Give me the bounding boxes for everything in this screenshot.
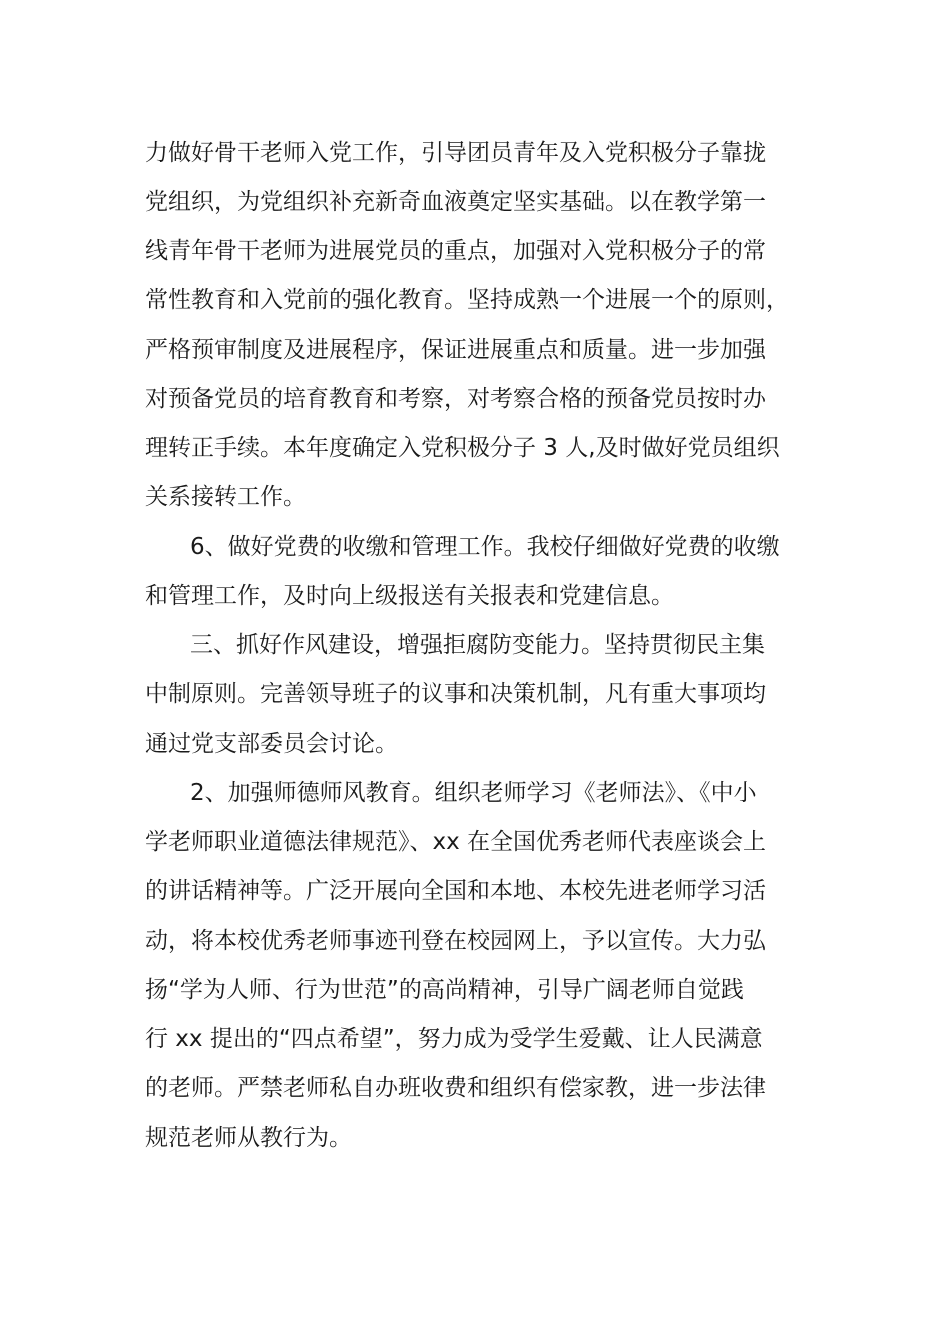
paragraph-line: 理转正手续。本年度确定入党积极分子 3 人,及时做好党员组织 [145, 435, 780, 461]
paragraph-line: 6、做好党费的收缴和管理工作。我校仔细做好党费的收缴 [190, 534, 780, 560]
paragraph-line: 力做好骨干老师入党工作，引导团员青年及入党积极分子靠拢 [145, 140, 766, 166]
paragraph-line: 党组织，为党组织补充新奇血液奠定坚实基础。以在教学第一 [145, 189, 766, 215]
paragraph-line: 动，将本校优秀老师事迹刊登在校园网上，予以宣传。大力弘 [145, 928, 766, 954]
paragraph-line: 线青年骨干老师为进展党员的重点，加强对入党积极分子的常 [145, 238, 766, 264]
paragraph-line: 和管理工作，及时向上级报送有关报表和党建信息。 [145, 583, 674, 609]
paragraph-line: 学老师职业道德法律规范》、xx 在全国优秀老师代表座谈会上 [145, 829, 767, 855]
paragraph-line: 常性教育和入党前的强化教育。坚持成熟一个进展一个的原则， [145, 287, 789, 313]
paragraph-line: 关系接转工作。 [145, 484, 306, 510]
paragraph-line: 三、抓好作风建设，增强拒腐防变能力。坚持贯彻民主集 [190, 632, 765, 658]
paragraph-line: 通过党支部委员会讨论。 [145, 731, 398, 757]
paragraph-line: 的讲话精神等。广泛开展向全国和本地、本校先进老师学习活 [145, 878, 766, 904]
paragraph-line: 扬“学为人师、行为世范”的高尚精神，引导广阔老师自觉践 [145, 977, 744, 1003]
paragraph-line: 严格预审制度及进展程序，保证进展重点和质量。进一步加强 [145, 337, 766, 363]
paragraph-line: 规范老师从教行为。 [145, 1125, 352, 1151]
paragraph-line: 的老师。严禁老师私自办班收费和组织有偿家教，进一步法律 [145, 1075, 766, 1101]
paragraph-line: 行 xx 提出的“四点希望”，努力成为受学生爱戴、让人民满意 [145, 1026, 763, 1052]
paragraph-line: 中制原则。完善领导班子的议事和决策机制，凡有重大事项均 [145, 681, 766, 707]
paragraph-line: 对预备党员的培育教育和考察，对考察合格的预备党员按时办 [145, 386, 766, 412]
paragraph-line: 2、加强师德师风教育。组织老师学习《老师法》、《中小 [190, 780, 757, 806]
